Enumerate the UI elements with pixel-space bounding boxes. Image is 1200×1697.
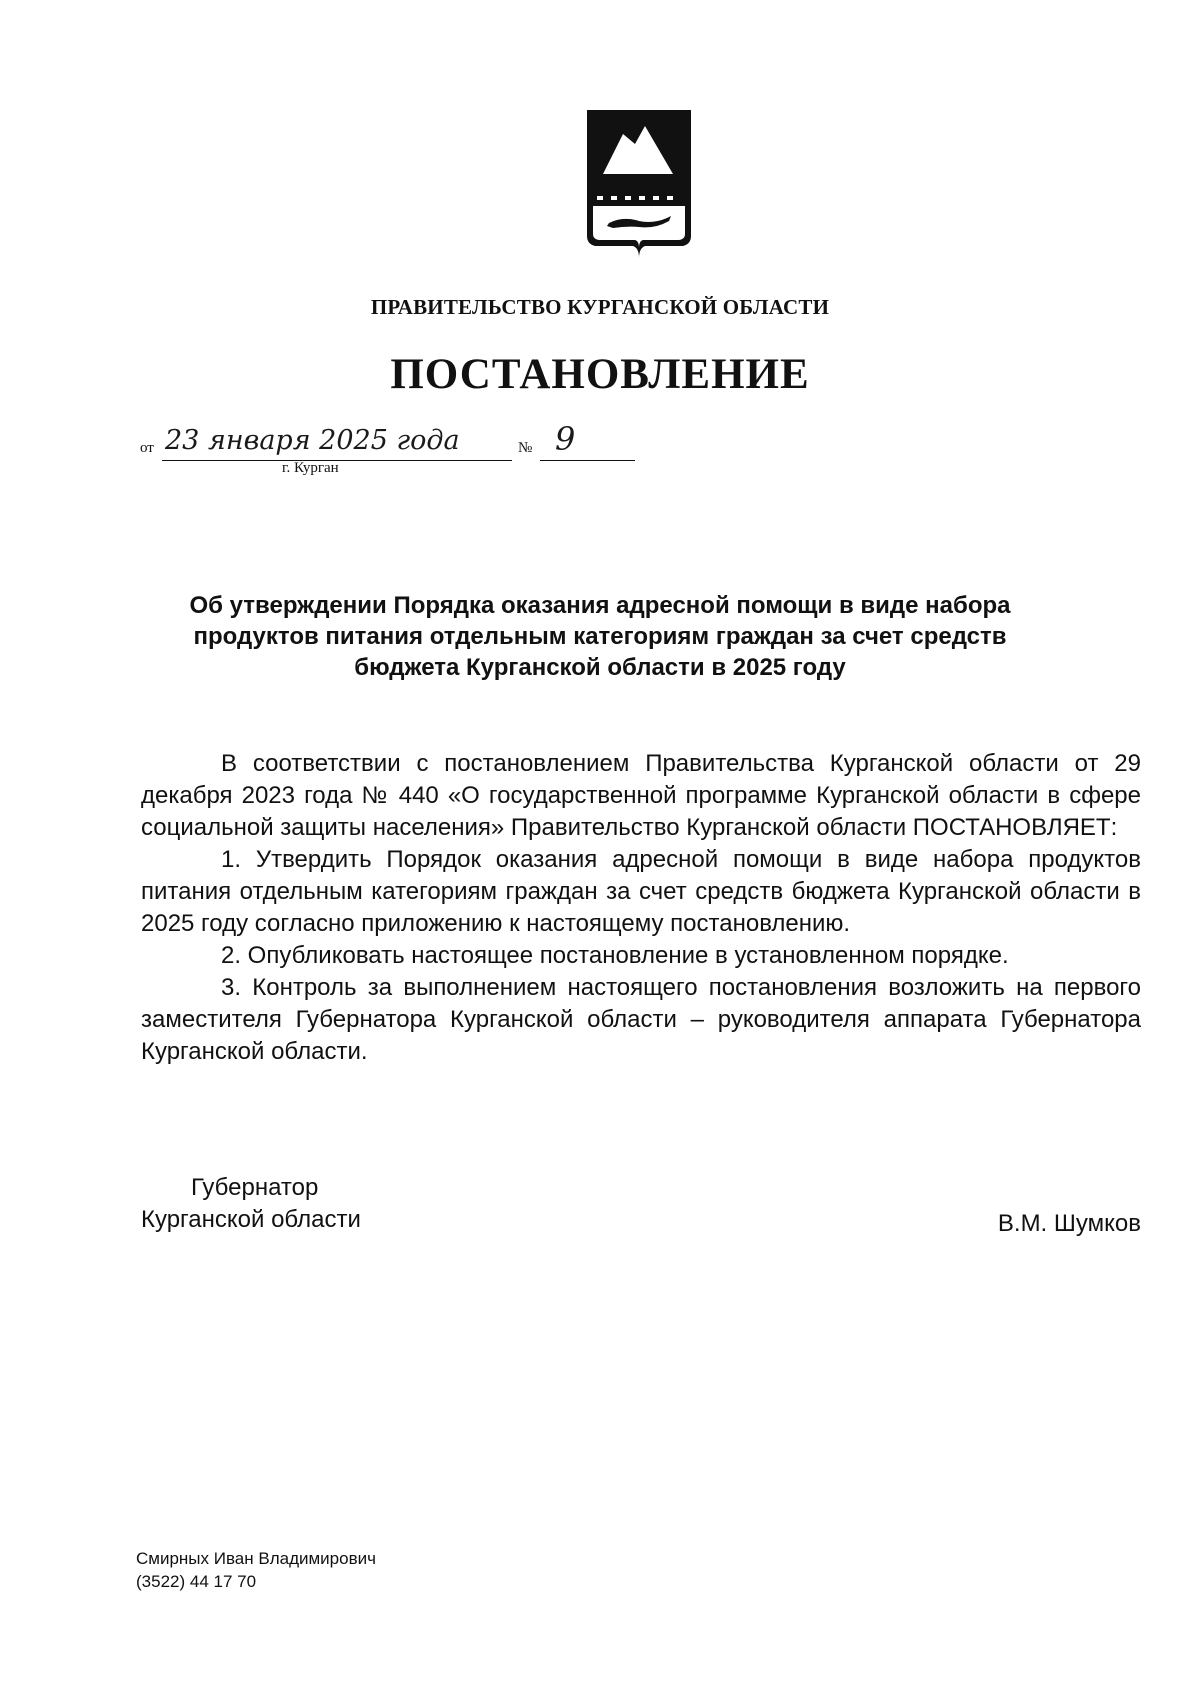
signatory-position-line: Губернатор	[191, 1174, 319, 1201]
subject-line: бюджета Курганской области в 2025 году	[354, 654, 846, 681]
document-subject	[150, 590, 1050, 683]
signatory-position	[141, 1172, 361, 1236]
body-paragraph-item-1: 1. Утвердить Порядок оказания адресной помощи в виде набора продуктов питания отдельным категориям граждан за счет средств бюджета Курганской области в 2025 году согласно приложению к настоящему постановлению.	[141, 846, 1141, 937]
handwritten-date: 23 января 2025 года	[165, 425, 460, 456]
city-label: г. Курган	[282, 460, 339, 476]
body-paragraph-preamble: В соответствии с постановлением Правительства Курганской области от 29 декабря 2023 года № 440 «О государственной программе Курганской области в сфере социальной защиты населения» Правительство Курганской области ПОСТАНОВЛЯЕТ:	[141, 750, 1141, 841]
document-type-title: ПОСТАНОВЛЕНИЕ	[390, 351, 810, 398]
executor-phone: (3522) 44 17 70	[136, 1572, 257, 1591]
government-name: ПРАВИТЕЛЬСТВО КУРГАНСКОЙ ОБЛАСТИ	[370, 295, 830, 319]
coat-of-arms-icon	[583, 108, 695, 258]
signatory-position-line: Курганской области	[141, 1206, 361, 1233]
number-prefix: №	[518, 440, 533, 456]
handwritten-number: 9	[555, 420, 576, 458]
subject-line: Об утверждении Порядка оказания адресной помощи в виде набора	[189, 592, 1011, 619]
document-body	[141, 748, 1141, 1068]
signatory-name: В.М. Шумков	[997, 1210, 1141, 1237]
number-underline	[540, 460, 635, 461]
executor-info	[136, 1547, 376, 1593]
body-paragraph-item-3: 3. Контроль за выполнением настоящего постановления возложить на первого заместителя Губернатора Курганской области – руководителя аппарата Губернатора Курганской области.	[141, 974, 1141, 1065]
body-paragraph-item-2: 2. Опубликовать настоящее постановление в установленном порядке.	[221, 942, 1009, 969]
executor-name: Смирных Иван Владимирович	[136, 1549, 376, 1568]
date-prefix: от	[140, 440, 154, 456]
subject-line: продуктов питания отдельным категориям граждан за счет средств	[193, 623, 1007, 650]
